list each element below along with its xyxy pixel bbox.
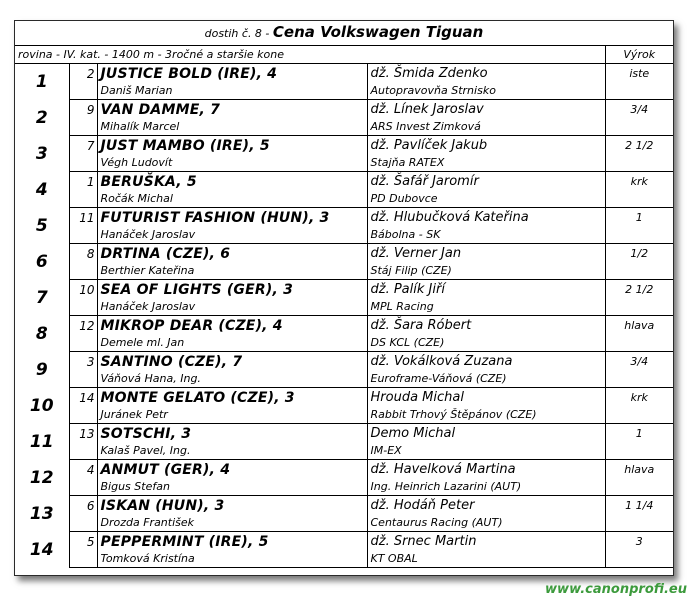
horse-name: SOTSCHI, 3 <box>100 425 192 442</box>
owner-name: Stáj Filip (CZE) <box>367 263 605 280</box>
start-number-spacer <box>69 83 97 100</box>
jockey-name: Kalaš Pavel, Ing. <box>97 443 367 460</box>
result-margin-spacer <box>605 443 673 460</box>
race-label: dostih č. 8 - <box>204 27 270 40</box>
jockey-name: Bigus Stefan <box>97 479 367 496</box>
start-number: 5 <box>69 532 97 552</box>
result-margin-spacer <box>605 83 673 100</box>
jockey-name: Berthier Kateřina <box>97 263 367 280</box>
result-row <box>15 424 673 444</box>
trainer-name: dž. Hlubučková Kateřina <box>367 208 605 228</box>
start-number: 4 <box>69 460 97 480</box>
result-margin-spacer <box>605 263 673 280</box>
horse-name: MONTE GELATO (CZE), 3 <box>100 389 295 406</box>
result-row-detail <box>15 479 673 496</box>
race-results-card <box>14 20 674 576</box>
jockey-name: Mihalík Marcel <box>97 119 367 136</box>
result-row <box>15 136 673 156</box>
start-number: 12 <box>69 316 97 336</box>
finish-position: 10 <box>15 388 69 424</box>
race-info: rovina - IV. kat. - 1400 m - 3ročné a staršie kone <box>15 46 605 64</box>
finish-position: 2 <box>15 100 69 136</box>
start-number-spacer <box>69 335 97 352</box>
finish-position: 1 <box>15 64 69 100</box>
result-row-detail <box>15 191 673 208</box>
result-margin: krk <box>605 172 673 192</box>
start-number-spacer <box>69 443 97 460</box>
jockey-name: Demele ml. Jan <box>97 335 367 352</box>
start-number-spacer <box>69 299 97 316</box>
horse-name: PEPPERMINT (IRE), 5 <box>100 533 269 550</box>
result-margin-spacer <box>605 335 673 352</box>
horse-name: ANMUT (GER), 4 <box>100 461 231 478</box>
finish-position: 9 <box>15 352 69 388</box>
result-margin: krk <box>605 388 673 408</box>
jockey-name: Ročák Michal <box>97 191 367 208</box>
trainer-name: dž. Línek Jaroslav <box>367 100 605 120</box>
start-number: 3 <box>69 352 97 372</box>
result-margin: 1/2 <box>605 244 673 264</box>
trainer-name: dž. Vokálková Zuzana <box>367 352 605 372</box>
finish-position: 3 <box>15 136 69 172</box>
result-row-detail <box>15 263 673 280</box>
start-number-spacer <box>69 407 97 424</box>
result-margin: 1 <box>605 208 673 228</box>
result-margin-spacer <box>605 515 673 532</box>
result-row-detail <box>15 119 673 136</box>
start-number: 11 <box>69 208 97 228</box>
jockey-name: Hanáček Jaroslav <box>97 299 367 316</box>
result-row-detail <box>15 443 673 460</box>
result-row <box>15 244 673 264</box>
result-row <box>15 64 673 84</box>
result-row-detail <box>15 83 673 100</box>
start-number-spacer <box>69 263 97 280</box>
start-number-spacer <box>69 191 97 208</box>
result-row <box>15 316 673 336</box>
result-margin-spacer <box>605 479 673 496</box>
start-number: 13 <box>69 424 97 444</box>
owner-name: Euroframe-Váňová (CZE) <box>367 371 605 388</box>
start-number: 9 <box>69 100 97 120</box>
trainer-name: dž. Srnec Martin <box>367 532 605 552</box>
result-margin-spacer <box>605 155 673 172</box>
result-row <box>15 532 673 552</box>
result-row-detail <box>15 335 673 352</box>
trainer-name: dž. Hodáň Peter <box>367 496 605 516</box>
horse-name: VAN DAMME, 7 <box>100 101 221 118</box>
result-row-detail <box>15 551 673 568</box>
jockey-name: Váňová Hana, Ing. <box>97 371 367 388</box>
result-row <box>15 280 673 300</box>
result-row <box>15 352 673 372</box>
trainer-name: dž. Pavlíček Jakub <box>367 136 605 156</box>
start-number: 7 <box>69 136 97 156</box>
owner-name: PD Dubovce <box>367 191 605 208</box>
result-row <box>15 496 673 516</box>
horse-name: ISKAN (HUN), 3 <box>100 497 225 514</box>
result-margin-spacer <box>605 191 673 208</box>
trainer-name: dž. Palík Jiří <box>367 280 605 300</box>
result-row <box>15 208 673 228</box>
jockey-name: Hanáček Jaroslav <box>97 227 367 244</box>
start-number-spacer <box>69 479 97 496</box>
owner-name: Rabbit Trhový Štěpánov (CZE) <box>367 407 605 424</box>
trainer-name: dž. Verner Jan <box>367 244 605 264</box>
start-number-spacer <box>69 371 97 388</box>
site-watermark[interactable]: www.canonprofi.eu <box>545 582 687 597</box>
trainer-name: Hrouda Michal <box>367 388 605 408</box>
result-margin-spacer <box>605 371 673 388</box>
trainer-name: dž. Šmida Zdenko <box>367 64 605 84</box>
owner-name: ARS Invest Zimková <box>367 119 605 136</box>
trainer-name: dž. Šara Róbert <box>367 316 605 336</box>
result-margin-spacer <box>605 551 673 568</box>
result-margin: hlava <box>605 460 673 480</box>
start-number: 8 <box>69 244 97 264</box>
result-row-detail <box>15 515 673 532</box>
result-margin: 2 1/2 <box>605 136 673 156</box>
start-number-spacer <box>69 119 97 136</box>
result-row-detail <box>15 227 673 244</box>
jockey-name: Végh Ludovít <box>97 155 367 172</box>
owner-name: Stajňa RATEX <box>367 155 605 172</box>
race-info-row <box>15 46 673 64</box>
result-column-header: Výrok <box>605 46 673 64</box>
jockey-name: Tomková Kristína <box>97 551 367 568</box>
finish-position: 13 <box>15 496 69 532</box>
finish-position: 11 <box>15 424 69 460</box>
start-number: 1 <box>69 172 97 192</box>
finish-position: 12 <box>15 460 69 496</box>
finish-position: 6 <box>15 244 69 280</box>
jockey-name: Juránek Petr <box>97 407 367 424</box>
start-number: 6 <box>69 496 97 516</box>
horse-name: MIKROP DEAR (CZE), 4 <box>100 317 283 334</box>
horse-name: SEA OF LIGHTS (GER), 3 <box>100 281 294 298</box>
finish-position: 7 <box>15 280 69 316</box>
finish-position: 8 <box>15 316 69 352</box>
result-row <box>15 172 673 192</box>
start-number: 14 <box>69 388 97 408</box>
result-margin-spacer <box>605 299 673 316</box>
results-table <box>15 21 673 568</box>
horse-name: JUSTICE BOLD (IRE), 4 <box>100 65 278 82</box>
trainer-name: dž. Havelková Martina <box>367 460 605 480</box>
result-margin-spacer <box>605 119 673 136</box>
result-row <box>15 460 673 480</box>
result-row-detail <box>15 371 673 388</box>
start-number-spacer <box>69 227 97 244</box>
trainer-name: dž. Šafář Jaromír <box>367 172 605 192</box>
start-number: 2 <box>69 64 97 84</box>
horse-name: SANTINO (CZE), 7 <box>100 353 243 370</box>
owner-name: Centaurus Racing (AUT) <box>367 515 605 532</box>
jockey-name: Daniš Marian <box>97 83 367 100</box>
horse-name: BERUŠKA, 5 <box>100 173 197 190</box>
owner-name: DS KCL (CZE) <box>367 335 605 352</box>
start-number-spacer <box>69 515 97 532</box>
finish-position: 5 <box>15 208 69 244</box>
owner-name: Ing. Heinrich Lazarini (AUT) <box>367 479 605 496</box>
horse-name: DRTINA (CZE), 6 <box>100 245 231 262</box>
result-row <box>15 100 673 120</box>
result-margin: 3 <box>605 532 673 552</box>
owner-name: IM-EX <box>367 443 605 460</box>
horse-name: FUTURIST FASHION (HUN), 3 <box>100 209 330 226</box>
result-margin: hlava <box>605 316 673 336</box>
race-name: Cena Volkswagen Tiguan <box>272 23 484 41</box>
result-margin-spacer <box>605 227 673 244</box>
finish-position: 14 <box>15 532 69 568</box>
result-row <box>15 388 673 408</box>
horse-name: JUST MAMBO (IRE), 5 <box>100 137 270 154</box>
owner-name: Autopravovňa Strnisko <box>367 83 605 100</box>
result-row-detail <box>15 299 673 316</box>
result-margin: 1 <box>605 424 673 444</box>
race-title-row <box>15 21 673 46</box>
jockey-name: Drozda František <box>97 515 367 532</box>
result-row-detail <box>15 407 673 424</box>
start-number-spacer <box>69 551 97 568</box>
owner-name: KT OBAL <box>367 551 605 568</box>
result-margin: 2 1/2 <box>605 280 673 300</box>
result-margin: iste <box>605 64 673 84</box>
start-number: 10 <box>69 280 97 300</box>
owner-name: Bábolna - SK <box>367 227 605 244</box>
start-number-spacer <box>69 155 97 172</box>
result-row-detail <box>15 155 673 172</box>
trainer-name: Demo Michal <box>367 424 605 444</box>
result-margin-spacer <box>605 407 673 424</box>
result-margin: 1 1/4 <box>605 496 673 516</box>
owner-name: MPL Racing <box>367 299 605 316</box>
result-margin: 3/4 <box>605 100 673 120</box>
result-margin: 3/4 <box>605 352 673 372</box>
finish-position: 4 <box>15 172 69 208</box>
